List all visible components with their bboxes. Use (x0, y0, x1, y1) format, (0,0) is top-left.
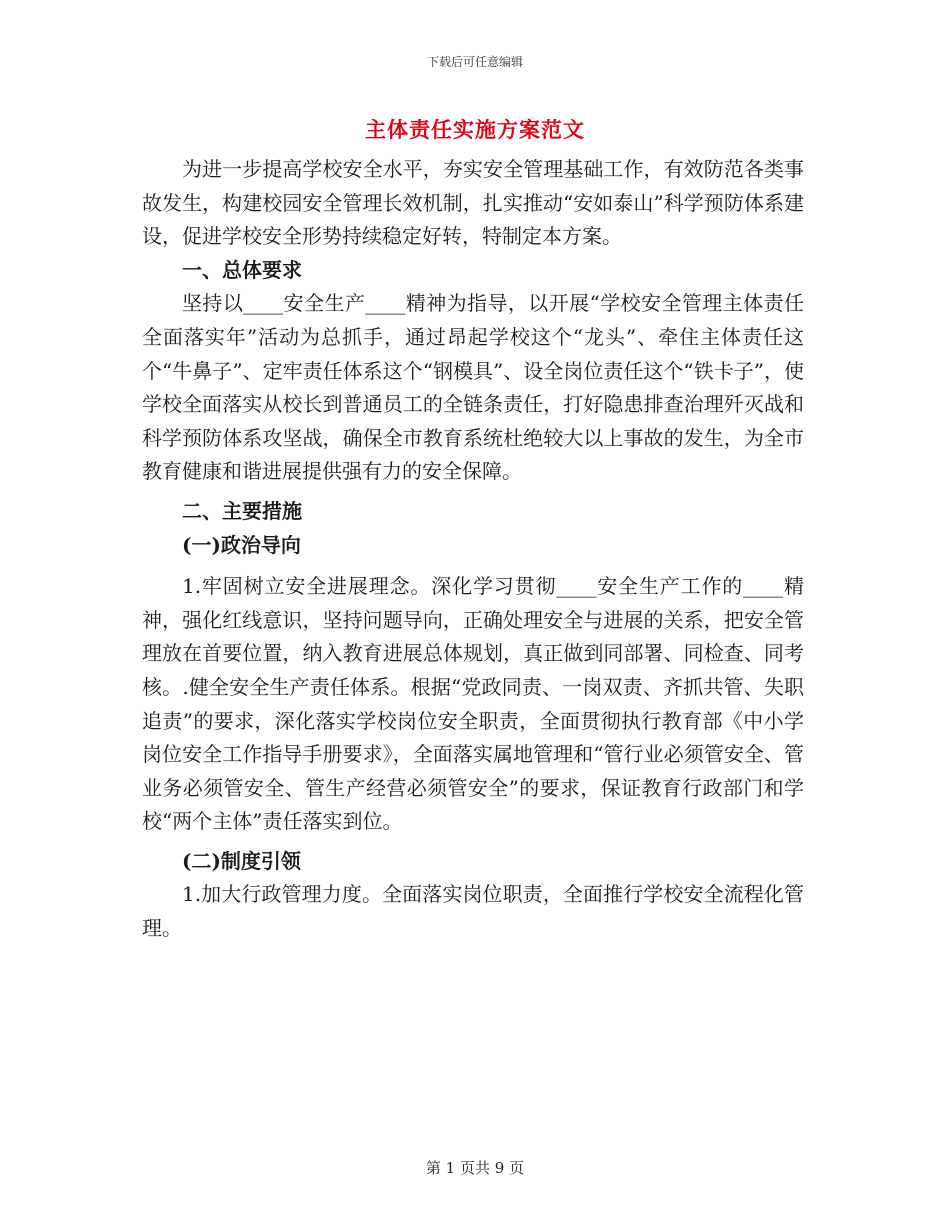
document-title: 主体责任实施方案范文 (365, 117, 585, 142)
subsection-heading-political-guidance: (一)政治导向 (182, 532, 301, 557)
political-guidance-paragraph: 1.牢固树立安全进展理念。深化学习贯彻____安全生产工作的____精神，强化红线意识，坚持问题导向，正确处理安全与进展的关系，把安全管理放在首要位置，纳入教育进展总体规划，真正做到同部署、同检查、同考核。.健全安全生产责任体系。根据“党政同责、一岗双责、齐抓共管、失职追责”的要求，深化落实学校岗位安全职责，全面贯彻执行教育部《中小学岗位安全工作指导手册要求》，全面落实属地管理和“管行业必须管安全、管业务必须管安全、管生产经营必须管安全”的要求，保证教育行政部门和学校“两个主体”责任落实到位。 (142, 574, 804, 834)
page-footer: 第 1 页共 9 页 (425, 1159, 525, 1177)
section-heading-main-measures: 二、主要措施 (182, 498, 302, 523)
overall-requirements-paragraph: 坚持以____安全生产____精神为指导，以开展“学校安全管理主体责任全面落实年”活动为总抓手，通过昂起学校这个“龙头”、牵住主体责任这个“牛鼻子”、定牢责任体系这个“钢模具”、设全岗位责任这个“铁卡子”，使学校全面落实从校长到普通员工的全链条责任，打好隐患排查治理歼灭战和科学预防体系攻坚战，确保全市教育系统杜绝较大以上事故的发生，为全市教育健康和谐进展提供强有力的安全保障。 (142, 291, 804, 484)
document-body (142, 153, 804, 946)
section-heading-overall-requirements: 一、总体要求 (182, 257, 302, 282)
system-guidance-paragraph: 1.加大行政管理力度。全面落实岗位职责，全面推行学校安全流程化管理。 (142, 882, 804, 941)
intro-paragraph: 为进一步提高学校安全水平，夯实安全管理基础工作，有效防范各类事故发生，构建校园安全管理长效机制，扎实推动“安如泰山”科学预防体系建设，促进学校安全形势持续稳定好转，特制定本方案。 (142, 157, 804, 249)
header-note: 下载后可任意编辑 (426, 55, 523, 69)
subsection-heading-system-guidance: (二)制度引领 (182, 848, 301, 873)
